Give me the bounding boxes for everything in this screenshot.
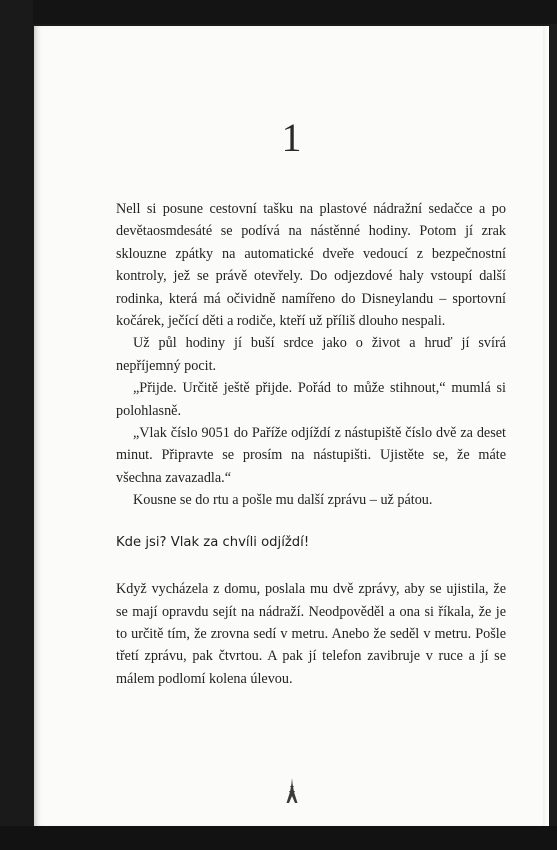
paragraph: Už půl hodiny jí buší srdce jako o život a hruď jí svírá nepříjemný pocit.: [116, 335, 506, 374]
text-message-line: Kde jsi? Vlak za chvíli odjíždí!: [116, 534, 310, 550]
chapter-number: 1: [281, 115, 302, 160]
eiffel-tower-icon: [285, 778, 299, 804]
page-body: [116, 198, 506, 690]
paragraph: Kousne se do rtu a pošle mu další zprávu – už pátou.: [133, 492, 433, 509]
scan-border-bottom: [0, 826, 557, 850]
scan-border-top: [0, 0, 557, 24]
paragraph: „Vlak číslo 9051 do Paříže odjíždí z nástupiště číslo dvě za deset minut. Připravte se prosím na nástupišti. Ujistěte se, že máte všechna zavazadla.“: [116, 425, 506, 486]
scan-border-left: [0, 0, 33, 850]
book-page: [34, 26, 549, 826]
paragraph: Když vycházela z domu, poslala mu dvě zprávy, aby se ujistila, že se mají opravdu sejít na nádraží. Neodpověděl a ona si říkala, že je to určitě tím, že zrovna sedí v metru. Anebo že seděl v metru. Pošle třetí zprávu, pak čtvrtou. A pak jí telefon zavibruje v ruce a jí se málem podlomí kolena úlevou.: [116, 581, 506, 687]
paragraph: Nell si posune cestovní tašku na plastové nádražní sedačce a po devětaosmdesáté se podívá na nástěnné hodiny. Potom jí zrak sklouzne zpátky na automatické dveře vedoucí z bezpečnostní kontroly, jež se právě otevřely. Do odjezdové haly vstoupí další rodinka, která má očividně namířeno do Disneylandu – sportovní kočárek, ječící děti a rodiče, kteří už příliš dlouho nespali.: [116, 201, 506, 330]
paragraph: „Přijde. Určitě ještě přijde. Pořád to může stihnout,“ mumlá si polohlasně.: [116, 380, 506, 419]
footer-ornament: [34, 778, 549, 809]
